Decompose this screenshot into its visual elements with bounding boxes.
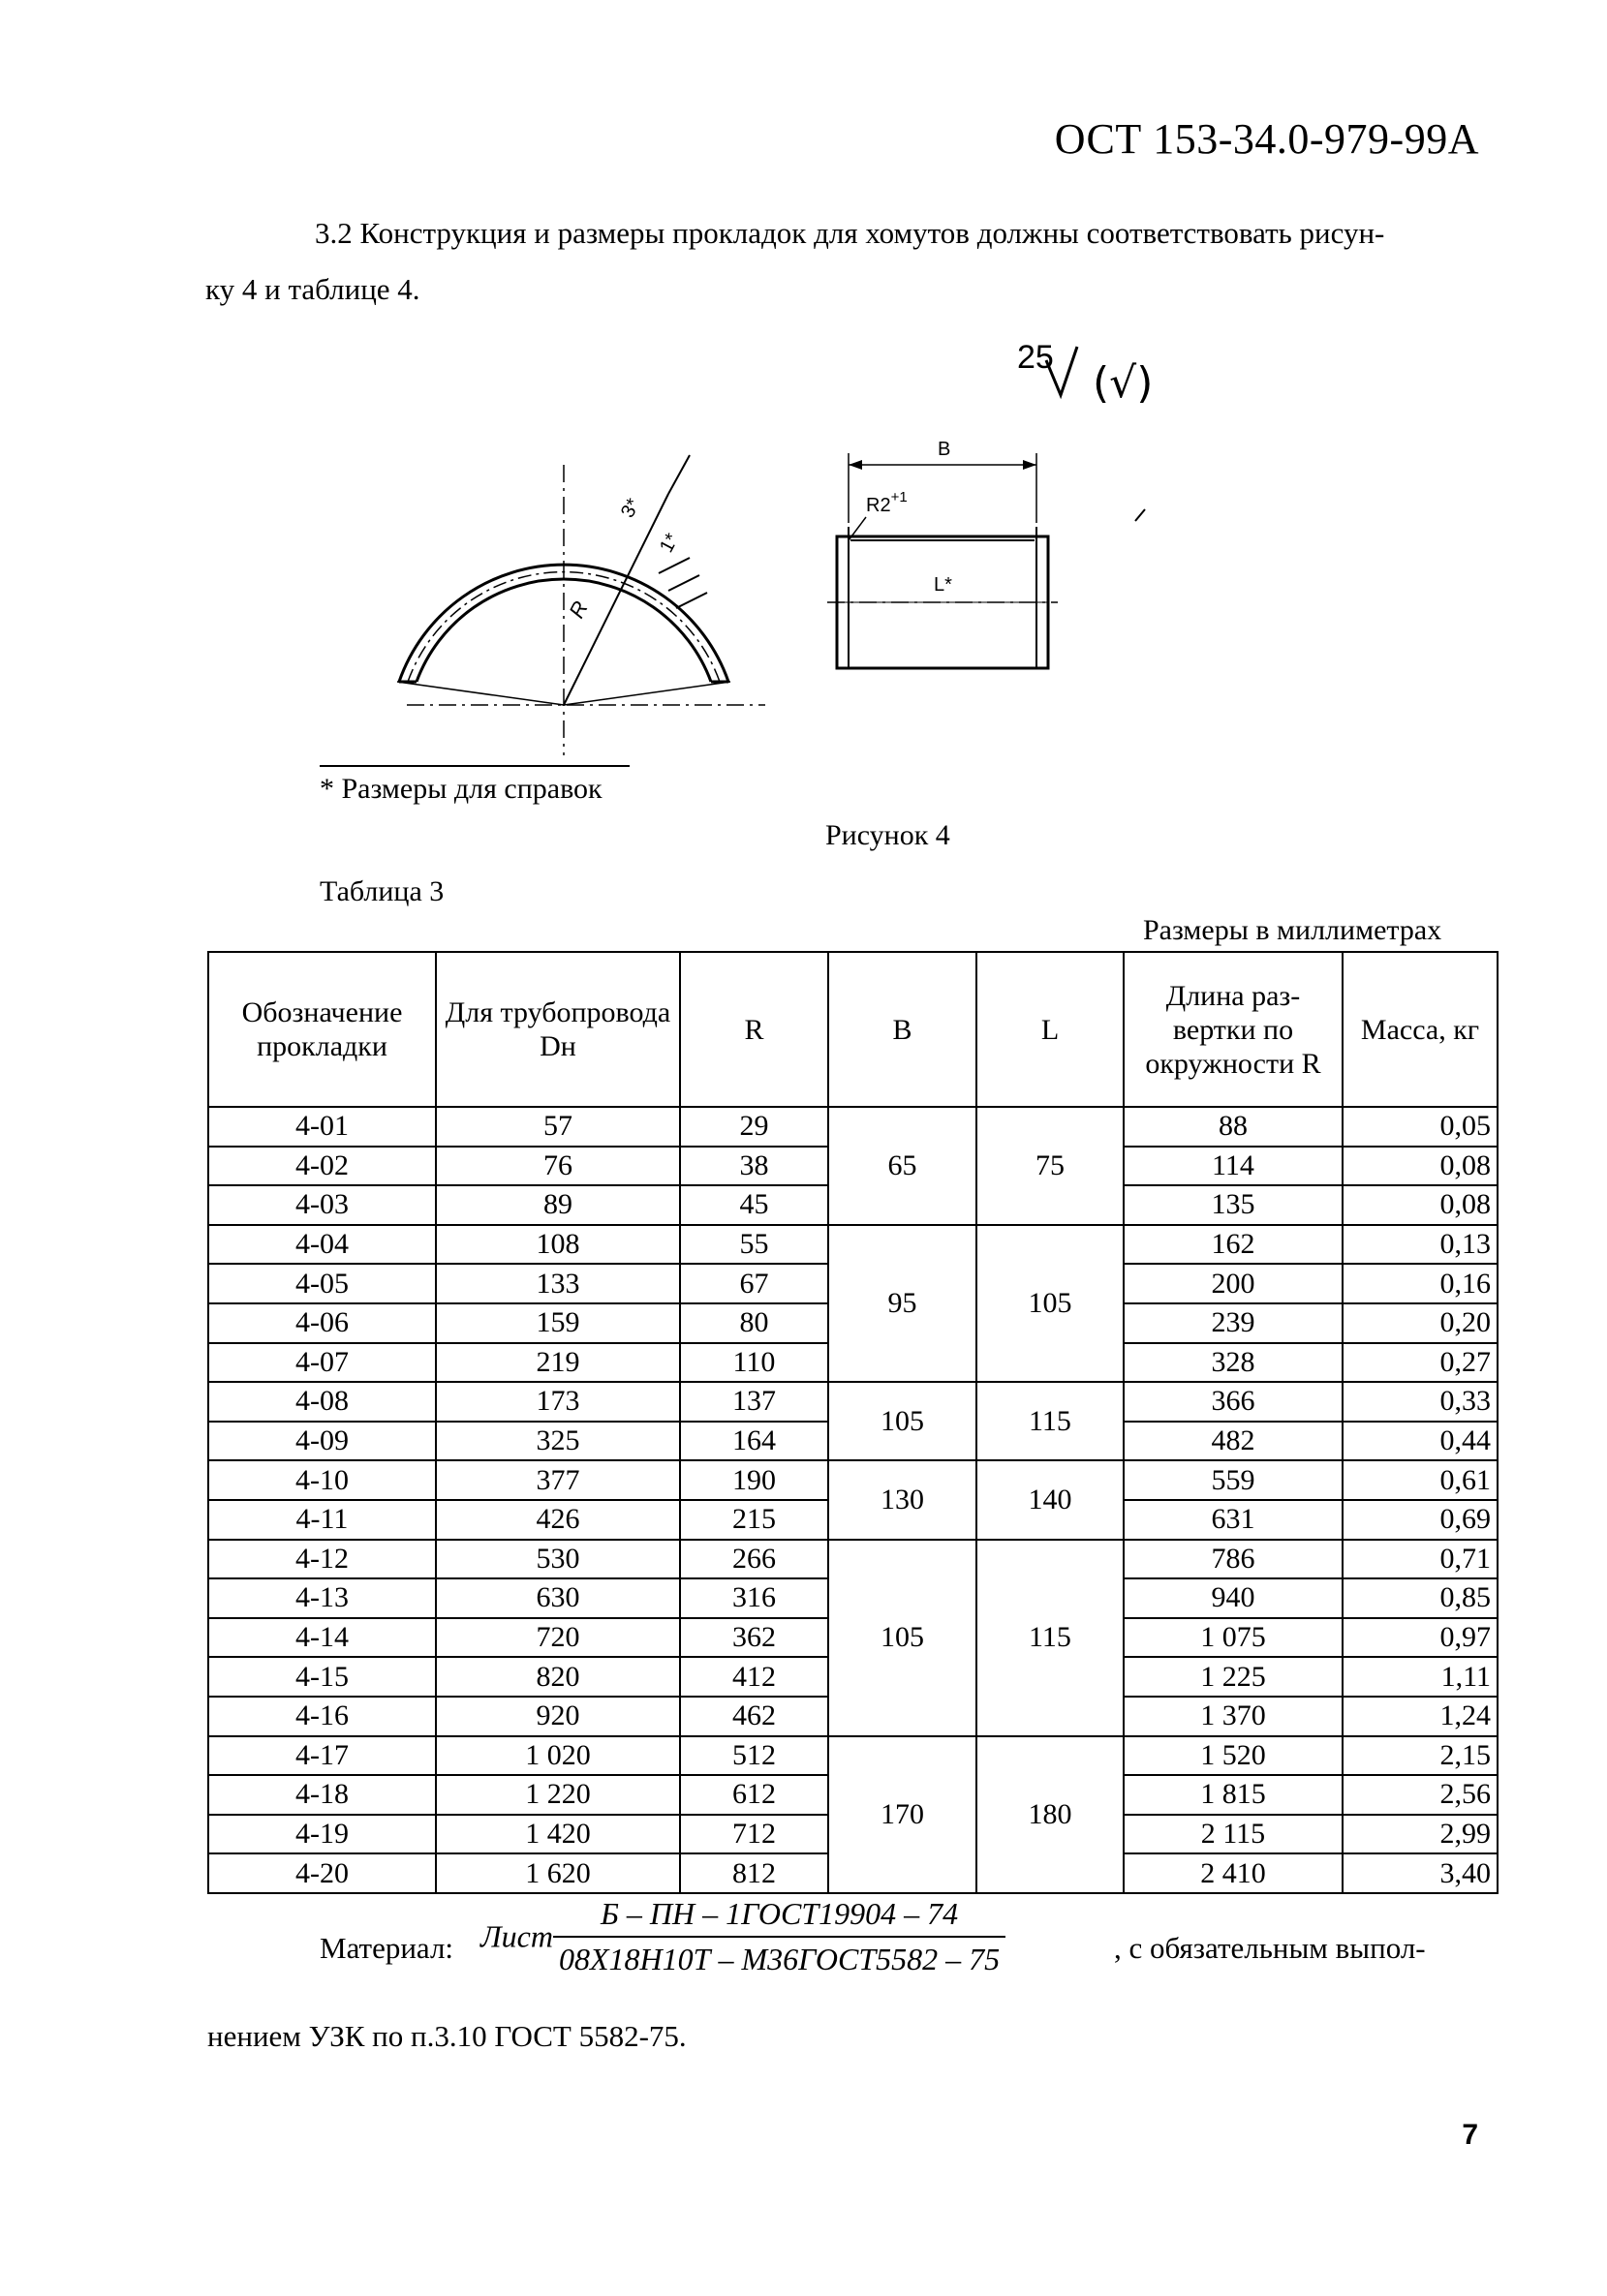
cell-mass: 0,44 — [1343, 1422, 1498, 1461]
cell-mass: 0,27 — [1343, 1343, 1498, 1383]
table-row — [208, 1382, 1498, 1422]
roughness-value: 25 — [1017, 339, 1054, 376]
cell-pipe-dn: 1 620 — [436, 1853, 680, 1893]
figure-caption: Рисунок 4 — [825, 819, 950, 851]
cell-b: 105 — [828, 1540, 976, 1736]
cell-mass: 2,99 — [1343, 1815, 1498, 1854]
thickness-mark — [659, 558, 707, 608]
cell-mass: 0,05 — [1343, 1107, 1498, 1147]
cell-length: 114 — [1124, 1147, 1343, 1186]
material-label: Материал: — [320, 1931, 454, 1965]
material-prefix: Лист — [480, 1918, 553, 1954]
cell-r: 137 — [680, 1382, 828, 1422]
cell-mass: 0,71 — [1343, 1540, 1498, 1579]
cell-length: 1 225 — [1124, 1657, 1343, 1697]
table-row — [208, 1736, 1498, 1776]
document-code: ОСТ 153-34.0-979-99А — [1054, 115, 1479, 163]
intro-line-2: ку 4 и таблице 4. — [205, 272, 420, 306]
cell-mass: 0,85 — [1343, 1578, 1498, 1618]
cell-mass: 2,56 — [1343, 1775, 1498, 1815]
cell-r: 215 — [680, 1500, 828, 1540]
cell-designation: 4-17 — [208, 1736, 436, 1776]
label-r: R — [564, 597, 593, 623]
cell-r: 612 — [680, 1775, 828, 1815]
cell-r: 316 — [680, 1578, 828, 1618]
cell-l: 115 — [976, 1382, 1124, 1460]
cell-designation: 4-07 — [208, 1343, 436, 1383]
radius-leader — [564, 494, 668, 705]
header-b: B — [828, 952, 976, 1107]
cell-r: 29 — [680, 1107, 828, 1147]
cell-r: 80 — [680, 1303, 828, 1343]
cell-r: 45 — [680, 1185, 828, 1225]
cell-pipe-dn: 426 — [436, 1500, 680, 1540]
label-3: 3* — [616, 495, 645, 522]
cell-designation: 4-11 — [208, 1500, 436, 1540]
cell-pipe-dn: 108 — [436, 1225, 680, 1265]
header-r: R — [680, 952, 828, 1107]
table-units: Размеры в миллиметрах — [1143, 914, 1442, 946]
header-mass: Масса, кг — [1343, 952, 1498, 1107]
material-fraction — [553, 1896, 1005, 1977]
header-length: Длина раз-вертки по окружности R — [1124, 952, 1343, 1107]
roughness-bracket: (√) — [1093, 358, 1154, 408]
header-designation: Обозначение прокладки — [208, 952, 436, 1107]
label-r2 — [866, 489, 908, 516]
cell-l: 75 — [976, 1107, 1124, 1225]
cell-b: 130 — [828, 1460, 976, 1539]
cell-designation: 4-09 — [208, 1422, 436, 1461]
material-suffix: , с обязательным выпол- — [1114, 1931, 1426, 1965]
cell-designation: 4-04 — [208, 1225, 436, 1265]
cell-mass: 1,11 — [1343, 1657, 1498, 1697]
cell-length: 559 — [1124, 1460, 1343, 1500]
cell-length: 366 — [1124, 1382, 1343, 1422]
label-1: 1* — [655, 530, 684, 557]
figure-4-drawing — [378, 329, 1211, 755]
cell-designation: 4-14 — [208, 1618, 436, 1658]
cell-designation: 4-06 — [208, 1303, 436, 1343]
cell-length: 631 — [1124, 1500, 1343, 1540]
radius-extension — [668, 455, 690, 494]
cell-mass: 0,13 — [1343, 1225, 1498, 1265]
material-denominator: 08Х18Н10Т – М36ГОСТ5582 – 75 — [558, 1942, 1001, 1976]
cell-r: 812 — [680, 1853, 828, 1893]
page-number: 7 — [1462, 2119, 1478, 2151]
cell-length: 1 520 — [1124, 1736, 1343, 1776]
cell-r: 38 — [680, 1147, 828, 1186]
cell-mass: 0,61 — [1343, 1460, 1498, 1500]
cell-pipe-dn: 920 — [436, 1697, 680, 1736]
table-header-row — [208, 952, 1498, 1107]
cell-r: 266 — [680, 1540, 828, 1579]
cell-r: 412 — [680, 1657, 828, 1697]
cell-pipe-dn: 720 — [436, 1618, 680, 1658]
end-line-left — [397, 682, 564, 705]
table-row — [208, 1107, 1498, 1147]
table-title: Таблица 3 — [320, 875, 445, 907]
cell-mass: 3,40 — [1343, 1853, 1498, 1893]
cell-length: 239 — [1124, 1303, 1343, 1343]
footnote-rule — [320, 765, 630, 767]
cell-l: 115 — [976, 1540, 1124, 1736]
header-l: L — [976, 952, 1124, 1107]
gasket-dimensions-table — [207, 951, 1499, 1894]
cell-mass: 0,33 — [1343, 1382, 1498, 1422]
cell-length: 786 — [1124, 1540, 1343, 1579]
cell-b: 65 — [828, 1107, 976, 1225]
cell-pipe-dn: 133 — [436, 1264, 680, 1303]
cell-length: 200 — [1124, 1264, 1343, 1303]
cell-pipe-dn: 76 — [436, 1147, 680, 1186]
cell-pipe-dn: 1 420 — [436, 1815, 680, 1854]
cell-designation: 4-15 — [208, 1657, 436, 1697]
end-line-right — [564, 682, 730, 705]
cell-pipe-dn: 57 — [436, 1107, 680, 1147]
stray-mark — [1135, 509, 1145, 521]
cell-pipe-dn: 1 220 — [436, 1775, 680, 1815]
cell-pipe-dn: 159 — [436, 1303, 680, 1343]
cell-length: 482 — [1124, 1422, 1343, 1461]
cell-pipe-dn: 173 — [436, 1382, 680, 1422]
cell-designation: 4-13 — [208, 1578, 436, 1618]
cell-length: 88 — [1124, 1107, 1343, 1147]
cell-length: 1 370 — [1124, 1697, 1343, 1736]
cell-length: 135 — [1124, 1185, 1343, 1225]
cell-r: 712 — [680, 1815, 828, 1854]
label-l: L* — [934, 574, 952, 596]
cell-pipe-dn: 820 — [436, 1657, 680, 1697]
cell-length: 1 815 — [1124, 1775, 1343, 1815]
cell-mass: 0,69 — [1343, 1500, 1498, 1540]
header-pipe: Для трубопровода Dн — [436, 952, 680, 1107]
cell-designation: 4-10 — [208, 1460, 436, 1500]
cell-designation: 4-16 — [208, 1697, 436, 1736]
cell-pipe-dn: 89 — [436, 1185, 680, 1225]
cell-r: 462 — [680, 1697, 828, 1736]
cell-designation: 4-19 — [208, 1815, 436, 1854]
footnote: * Размеры для справок — [320, 773, 603, 805]
material-formula — [480, 1896, 1005, 1977]
table-body — [208, 1107, 1498, 1893]
cell-r: 190 — [680, 1460, 828, 1500]
cell-r: 110 — [680, 1343, 828, 1383]
cell-l: 180 — [976, 1736, 1124, 1893]
cell-mass: 0,08 — [1343, 1185, 1498, 1225]
table-row — [208, 1460, 1498, 1500]
material-numerator: Б – ПН – 1ГОСТ19904 – 74 — [553, 1896, 1005, 1938]
table-row — [208, 1540, 1498, 1579]
cell-designation: 4-03 — [208, 1185, 436, 1225]
cell-length: 1 075 — [1124, 1618, 1343, 1658]
cell-b: 170 — [828, 1736, 976, 1893]
cell-designation: 4-12 — [208, 1540, 436, 1579]
cell-pipe-dn: 1 020 — [436, 1736, 680, 1776]
label-r2-sup: +1 — [890, 489, 908, 505]
cell-mass: 0,97 — [1343, 1618, 1498, 1658]
cell-mass: 0,20 — [1343, 1303, 1498, 1343]
cell-pipe-dn: 630 — [436, 1578, 680, 1618]
cell-l: 140 — [976, 1460, 1124, 1539]
cell-mass: 2,15 — [1343, 1736, 1498, 1776]
cell-b: 95 — [828, 1225, 976, 1382]
cell-length: 2 115 — [1124, 1815, 1343, 1854]
label-b: B — [938, 439, 951, 460]
cell-b: 105 — [828, 1382, 976, 1460]
cell-pipe-dn: 530 — [436, 1540, 680, 1579]
cell-length: 940 — [1124, 1578, 1343, 1618]
cell-length: 162 — [1124, 1225, 1343, 1265]
cell-r: 67 — [680, 1264, 828, 1303]
cell-length: 2 410 — [1124, 1853, 1343, 1893]
cell-l: 105 — [976, 1225, 1124, 1382]
material-line-2: нением УЗК по п.3.10 ГОСТ 5582-75. — [207, 2019, 687, 2053]
label-r2-main: R2 — [866, 495, 891, 516]
cell-r: 512 — [680, 1736, 828, 1776]
cell-pipe-dn: 219 — [436, 1343, 680, 1383]
cell-mass: 1,24 — [1343, 1697, 1498, 1736]
cell-length: 328 — [1124, 1343, 1343, 1383]
table-row — [208, 1225, 1498, 1265]
cell-mass: 0,08 — [1343, 1147, 1498, 1186]
cell-designation: 4-08 — [208, 1382, 436, 1422]
intro-line-1: 3.2 Конструкция и размеры прокладок для хомутов должны соответствовать рисун- — [315, 216, 1385, 250]
cell-r: 55 — [680, 1225, 828, 1265]
cell-designation: 4-05 — [208, 1264, 436, 1303]
cell-mass: 0,16 — [1343, 1264, 1498, 1303]
cell-designation: 4-18 — [208, 1775, 436, 1815]
cell-pipe-dn: 377 — [436, 1460, 680, 1500]
cell-designation: 4-20 — [208, 1853, 436, 1893]
cell-r: 164 — [680, 1422, 828, 1461]
cell-designation: 4-01 — [208, 1107, 436, 1147]
cell-r: 362 — [680, 1618, 828, 1658]
cell-designation: 4-02 — [208, 1147, 436, 1186]
cell-pipe-dn: 325 — [436, 1422, 680, 1461]
